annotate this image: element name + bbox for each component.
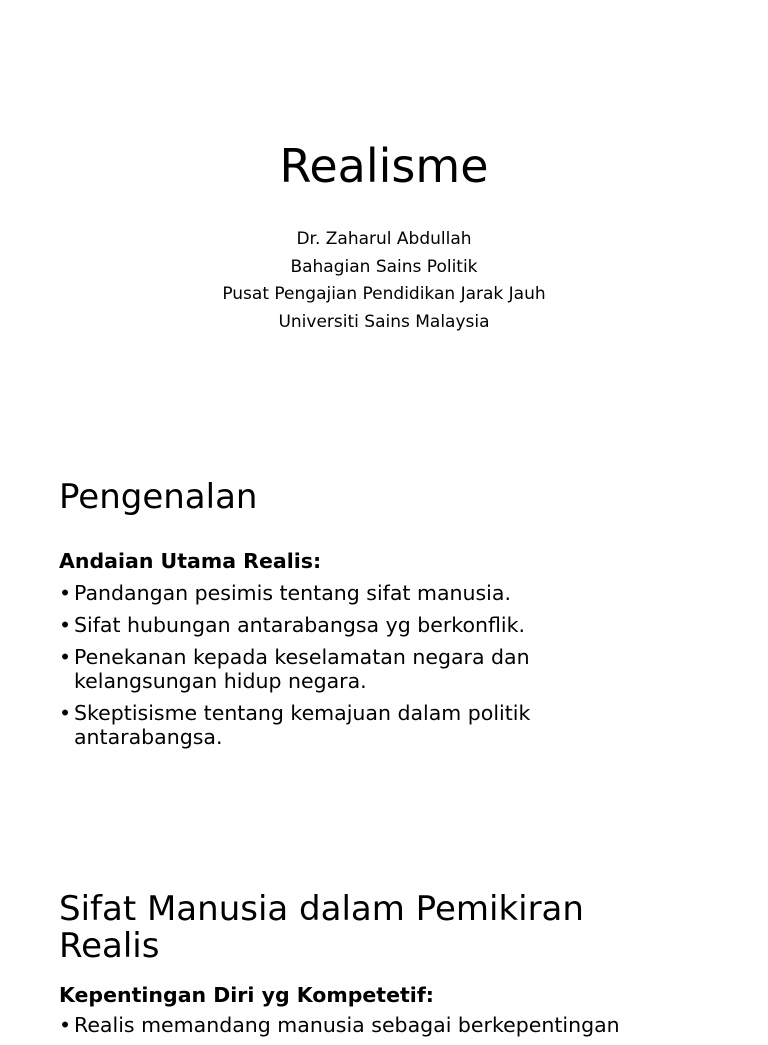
human-nature-bullet-list: [59, 1013, 679, 1045]
bullet-text: Pandangan pesimis tentang sifat manusia.: [74, 581, 511, 605]
bullet-text: Penekanan kepada keselamatan negara dan kelangsungan hidup negara.: [74, 645, 530, 693]
intro-slide: [0, 420, 768, 860]
bullet-icon: •: [59, 1013, 72, 1037]
list-item: [59, 581, 679, 605]
bullet-text: Sifat hubungan antarabangsa yg berkonflik.: [74, 613, 525, 637]
bullet-icon: •: [59, 581, 72, 605]
title-slide: [0, 0, 768, 420]
intro-heading: Pengenalan: [59, 477, 258, 517]
presentation-title: Realisme: [279, 139, 489, 193]
bullet-text: Skeptisisme tentang kemajuan dalam politik antarabangsa.: [74, 701, 531, 749]
human-nature-heading: [59, 891, 719, 965]
intro-bullet-list: [59, 581, 679, 757]
heading-line-2: Realis: [59, 926, 160, 966]
list-item: [59, 701, 679, 749]
author-name: Dr. Zaharul Abdullah: [296, 229, 472, 249]
list-item: [59, 645, 679, 693]
department-name: Bahagian Sains Politik: [290, 256, 478, 277]
intro-subheading: Andaian Utama Realis:: [59, 549, 322, 573]
university-name: Universiti Sains Malaysia: [278, 311, 490, 332]
human-nature-slide: [0, 860, 768, 1037]
bullet-icon: •: [59, 701, 72, 725]
bullet-icon: •: [59, 613, 72, 637]
list-item: [59, 613, 679, 637]
heading-line-1: Sifat Manusia dalam Pemikiran: [59, 889, 584, 929]
bullet-text: Realis memandang manusia sebagai berkepentingan: [74, 1013, 620, 1037]
bullet-icon: •: [59, 645, 72, 669]
list-item: [59, 1013, 679, 1037]
school-name: Pusat Pengajian Pendidikan Jarak Jauh: [222, 284, 546, 304]
author-info: [0, 226, 768, 336]
human-nature-subheading: Kepentingan Diri yg Kompetetif:: [59, 983, 434, 1007]
